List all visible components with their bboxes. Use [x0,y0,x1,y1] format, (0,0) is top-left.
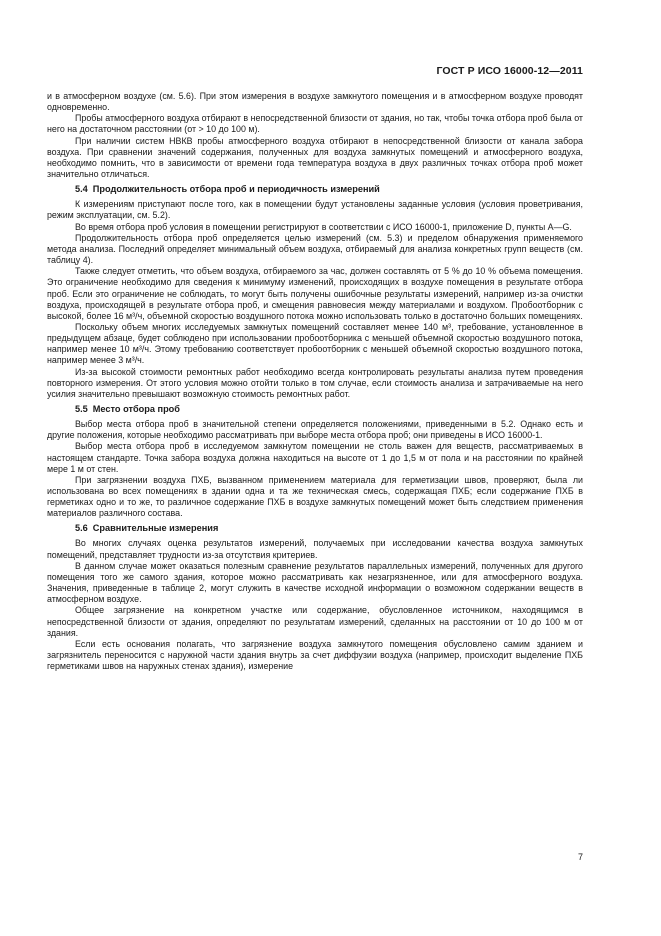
section-title: Сравнительные измерения [92,523,219,534]
section-number: 5.5 [75,404,88,415]
section-heading-5-5 [47,404,583,415]
paragraph: Выбор места отбора проб в значительной степени определяется положениями, приведенными в 5.2. Однако есть и другие положения, которые необходимо рассматривать при выборе места отбора проб; они приведены в ИСО 16000-1. [47,419,583,441]
paragraph: В данном случае может оказаться полезным сравнение результатов параллельных измерений, полученных для другого помещения того же самого здания, которое можно рассматривать как незагрязненное, или для атмосферного воздуха. Значения, приведенные в таблице 2, могут служить в качестве исходной информации о возможном содержании веществ в атмосферном воздухе. [47,560,583,605]
paragraph: Также следует отметить, что объем воздуха, отбираемого за час, должен составлять от 5 % до 10 % объема помещения. Это ограничение необходимо для сведения к минимуму изменений, происходящих в воздухе помещения в результате отбора проб. Если это ограничение не соблюдать, то могут быть получены ошибочные результаты измерений, например из-за очистки воздуха, происходящей в результате отбора проб, и смещения равновесия между материалами и воздухом. Пробоотборник с высокой, более 16 м³/ч, объемной скоростью воздушного потока можно использовать только в достаточно больших помещениях. [47,266,583,321]
paragraph: Пробы атмосферного воздуха отбирают в непосредственной близости от здания, но так, чтобы точка отбора проб была от него на достаточном расстоянии (от > 10 до 100 м). [47,113,583,135]
paragraph: При наличии систем НВКВ пробы атмосферного воздуха отбирают в непосредственной близости от канала забора воздуха. При сравнении значений содержания, полученных для воздуха замкнутых помещений и атмосферного воздуха, необходимо помнить, что в зависимости от времени года температура воздуха в двух различных точках отбора проб может значительно отличаться. [47,135,583,180]
page-number: 7 [577,852,583,862]
paragraph: Поскольку объем многих исследуемых замкнутых помещений составляет менее 140 м³, требование, установленное в предыдущем абзаце, будет соблюдено при использовании пробоотборника с меньшей объемной скоростью воздушного потока, например менее 10 м³/ч. Этому требованию соответствует пробоотборник с меньшей объемной скоростью воздушного потока, например менее 3 м³/ч. [47,321,583,366]
paragraph: К измерениям приступают после того, как в помещении будут установлены заданные условия (условия проветривания, режим эксплуатации, см. 5.2). [47,199,583,221]
paragraph: Из-за высокой стоимости ремонтных работ необходимо всегда контролировать результаты анализа путем проведения повторного измерения. От этого условия можно отойти только в том случае, если стоимость анализа и затрачиваемые на него усилия значительно превышают возможную стоимость ремонтных работ. [47,366,583,399]
paragraph: Если есть основания полагать, что загрязнение воздуха замкнутого помещения обусловлено самим зданием и загрязнитель переносится с наружной части здания внутрь за счет диффузии воздуха (например, происходит выделение ПХБ герметиками швов на наружных стенах здания), измерение [47,638,583,672]
document-body [47,91,583,672]
section-number: 5.6 [75,523,88,534]
paragraph: Во многих случаях оценка результатов измерений, получаемых при исследовании качества воздуха замкнутых помещений, представляет трудности из-за отсутствия критериев. [47,538,583,560]
paragraph: Общее загрязнение на конкретном участке или содержание, обусловленное источником, находящимся в непосредственной близости от здания, определяют по результатам измерений, сделанных на расстоянии от 10 до 100 м от здания. [47,605,583,638]
paragraph: Продолжительность отбора проб определяется целью измерений (см. 5.3) и пределом обнаружения применяемого метода анализа. Последний определяет минимальный объем воздуха, отбираемый для анализа конкретных групп веществ (см. таблицу 4). [47,232,583,266]
section-title: Продолжительность отбора проб и периодичность измерений [92,184,380,195]
paragraph: и в атмосферном воздухе (см. 5.6). При этом измерения в воздухе замкнутого помещения и в атмосферном воздухе проводят одновременно. [47,91,583,113]
section-heading-5-4 [47,184,583,195]
paragraph: Во время отбора проб условия в помещении регистрируют в соответствии с ИСО 16000-1, приложение D, пункты А—G. [75,221,572,232]
paragraph: Выбор места отбора проб в исследуемом замкнутом помещении не столь важен для веществ, рассматриваемых в настоящем стандарте. Точка забора воздуха должна находиться на высоте от 1 до 1,5 м от пола и на расстоянии по крайней мере 1 м от стен. [47,441,583,474]
standard-code: ГОСТ Р ИСО 16000-12—2011 [436,65,583,77]
section-title: Место отбора проб [92,404,180,415]
section-number: 5.4 [75,184,88,195]
paragraph: При загрязнении воздуха ПХБ, вызванном применением материала для герметизации швов, проверяют, была ли использована во всех помещениях в здании одна и та же техническая смесь, содержащая ПХБ; если содержание ПХБ в герметиках одно и то же, то различное содержание ПХБ в воздухе замкнутых помещений может быть следствием применения материалов различного состава. [47,474,583,519]
section-heading-5-6 [47,523,583,534]
